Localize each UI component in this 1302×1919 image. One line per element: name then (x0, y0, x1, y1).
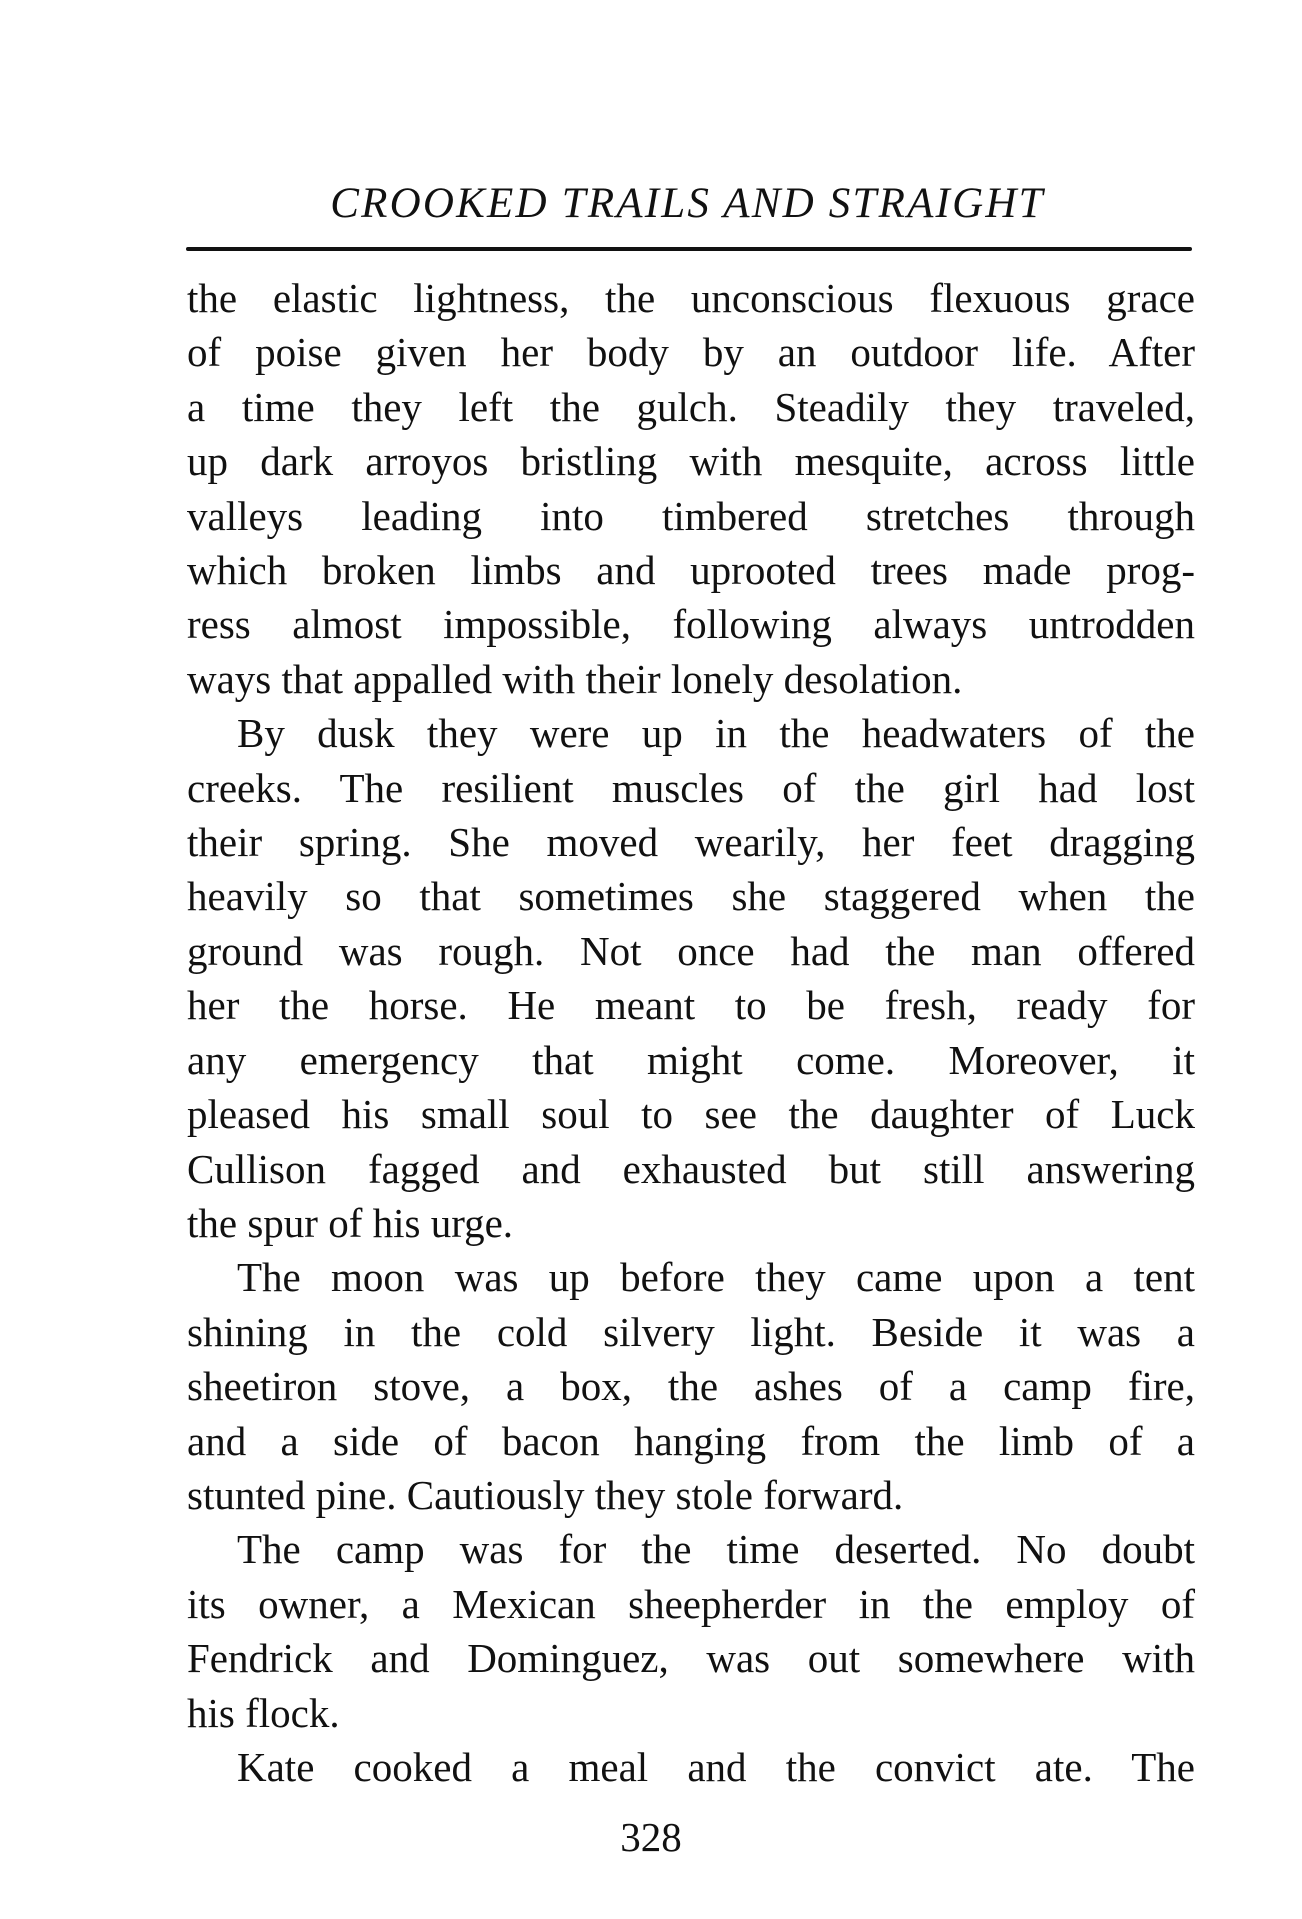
text-line: up dark arroyos bristling with mesquite, across little (187, 438, 1195, 485)
head-rule (186, 247, 1192, 251)
text-line: and a side of bacon hanging from the limb of a (187, 1417, 1195, 1464)
text-line: of poise given her body by an outdoor life. After (187, 329, 1195, 376)
text-line: the elastic lightness, the unconscious flexuous grace (187, 275, 1195, 321)
text-line: heavily so that sometimes she staggered when the (187, 873, 1195, 920)
body-text (187, 271, 1195, 1794)
paragraph (187, 1740, 1195, 1794)
paragraph (187, 1522, 1195, 1740)
text-line: a time they left the gulch. Steadily they traveled, (187, 383, 1195, 430)
text-line: which broken limbs and uprooted trees made prog- (187, 547, 1195, 594)
text-line: any emergency that might come. Moreover, it (187, 1036, 1195, 1083)
text-line: shining in the cold silvery light. Beside it was a (187, 1308, 1195, 1355)
text-line: By dusk they were up in the headwaters of the (237, 710, 1195, 757)
text-line: sheetiron stove, a box, the ashes of a camp fire, (187, 1363, 1195, 1410)
page-number: 328 (620, 1814, 682, 1860)
text-line: her the horse. He meant to be fresh, ready for (187, 982, 1195, 1029)
paragraph (187, 271, 1195, 706)
text-line: creeks. The resilient muscles of the girl had lost (187, 764, 1195, 811)
paragraph (187, 1250, 1195, 1522)
text-line: Cullison fagged and exhausted but still answering (187, 1145, 1195, 1192)
text-line: stunted pine. Cautiously they stole forward. (187, 1471, 904, 1518)
text-line: ways that appalled with their lonely desolation. (187, 655, 963, 702)
text-line: their spring. She moved wearily, her feet dragging (187, 819, 1195, 866)
text-line: Fendrick and Dominguez, was out somewhere with (187, 1635, 1195, 1682)
text-line: The camp was for the time deserted. No doubt (237, 1526, 1195, 1573)
text-line: valleys leading into timbered stretches through (187, 492, 1195, 539)
text-line: his flock. (187, 1689, 340, 1736)
text-line: ground was rough. Not once had the man offered (187, 927, 1195, 974)
text-line: pleased his small soul to see the daughter of Luck (187, 1091, 1195, 1138)
text-line: its owner, a Mexican sheepherder in the employ of (187, 1580, 1195, 1627)
text-line: the spur of his urge. (187, 1199, 514, 1246)
running-head: CROOKED TRAILS AND STRAIGHT (330, 180, 1045, 227)
text-line: The moon was up before they came upon a tent (237, 1254, 1195, 1301)
text-line: Kate cooked a meal and the convict ate. The (237, 1743, 1195, 1790)
text-line: ress almost impossible, following always untrodden (187, 601, 1195, 648)
paragraph (187, 706, 1195, 1250)
